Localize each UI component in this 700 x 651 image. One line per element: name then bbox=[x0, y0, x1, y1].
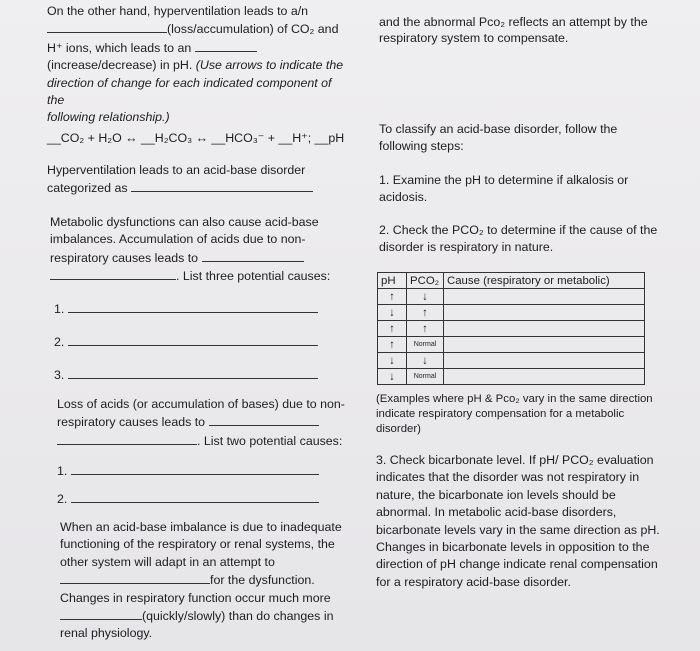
step-2: 2. Check the PCO₂ to determine if the cause of the disorder is respiratory in nature. bbox=[379, 223, 658, 255]
cause-answer-cell[interactable] bbox=[444, 353, 645, 369]
metabolic-paragraph: Metabolic dysfunctions can also cause acid-base imbalances. Accumulation of acids due to non- respiratory causes leads to . List three potential causes: bbox=[50, 215, 331, 284]
ph-pco2-table-grid bbox=[377, 272, 645, 385]
pco2-value-cell: ↑ bbox=[407, 305, 444, 321]
table-row bbox=[378, 305, 645, 321]
answer-blank[interactable] bbox=[202, 249, 304, 262]
cause-answer-cell[interactable] bbox=[444, 369, 645, 385]
para1-line4: (increase/decrease) in pH. (Use arrows to indicate the bbox=[47, 58, 344, 73]
pco2-value-cell: ↑ bbox=[407, 321, 444, 337]
answer-blank[interactable] bbox=[50, 267, 176, 280]
header-ph: pH bbox=[378, 273, 407, 289]
table-row bbox=[378, 321, 645, 337]
cause-answer-cell[interactable] bbox=[444, 289, 645, 305]
cause-item-4: 1. bbox=[57, 462, 332, 480]
cause-item-3: 3. bbox=[54, 366, 329, 384]
ph-arrow-cell: ↑ bbox=[378, 321, 407, 337]
step-1: 1. Examine the pH to determine if alkalosis or acidosis. bbox=[379, 173, 629, 205]
ph-arrow-cell: ↓ bbox=[378, 369, 407, 385]
ph-arrow-cell: ↑ bbox=[378, 337, 407, 353]
imbalance-paragraph: When an acid-base imbalance is due to inadequate functioning of the respiratory or renal systems, the other system will adapt in an attempt to for the dysfunction. Changes in respiratory function occur much more (quickly/slowly) than do changes in renal physiology. bbox=[60, 520, 342, 641]
table-row bbox=[378, 353, 645, 369]
pco2-value-cell: ↓ bbox=[407, 353, 444, 369]
loss-of-acids-paragraph: Loss of acids (or accumulation of bases) due to non- respiratory causes leads to . List two potential causes: bbox=[57, 397, 345, 448]
cause-answer-cell[interactable] bbox=[444, 305, 645, 321]
answer-blank[interactable] bbox=[47, 20, 167, 33]
answer-blank[interactable] bbox=[71, 490, 319, 503]
answer-blank[interactable] bbox=[209, 413, 319, 426]
classify-intro: To classify an acid-base disorder, follow the following steps: bbox=[379, 122, 618, 154]
equation: __CO₂ + H₂O ↔ __H₂CO₃ ↔ __HCO₃⁻ + __H⁺; __pH bbox=[47, 131, 345, 145]
answer-blank[interactable] bbox=[68, 366, 318, 379]
answer-blank[interactable] bbox=[60, 607, 142, 620]
ph-arrow-cell: ↓ bbox=[378, 353, 407, 369]
answer-blank[interactable] bbox=[68, 300, 318, 313]
pco2-value-cell: Normal bbox=[407, 369, 444, 385]
cause-answer-cell[interactable] bbox=[444, 337, 645, 353]
answer-blank[interactable] bbox=[60, 571, 210, 584]
cause-item-2: 2. bbox=[54, 333, 329, 351]
hyperventilation-disorder: Hyperventilation leads to an acid-base disorder categorized as bbox=[47, 162, 347, 198]
hyperventilation-paragraph bbox=[47, 3, 347, 127]
table-header-row bbox=[378, 273, 645, 289]
table-row bbox=[378, 289, 645, 305]
examples-note: (Examples where pH & Pco₂ vary in the same direction indicate respiratory compensation for a metabolic disorder) bbox=[376, 393, 653, 435]
answer-blank[interactable] bbox=[71, 462, 319, 475]
header-pco2: PCO₂ bbox=[407, 273, 444, 289]
cause-answer-cell[interactable] bbox=[444, 321, 645, 337]
para1-line5: direction of change for each indicated component of the bbox=[47, 75, 332, 108]
pco2-value-cell: Normal bbox=[407, 337, 444, 353]
step-3: 3. Check bicarbonate level. If pH/ PCO₂ evaluation indicates that the disorder was not respiratory in nature, the bicarbonate ion levels should be abnormal. In metabolic acid-base disorders, bicarbonate levels vary in the same direction as pH. Changes in bicarbonate levels in opposition to the direction of pH change indicate renal compensation for a respiratory acid-base disorder. bbox=[376, 453, 660, 589]
table-row bbox=[378, 337, 645, 353]
answer-blank[interactable] bbox=[57, 432, 197, 445]
compensation-note: and the abnormal Pco₂ reflects an attempt by the respiratory system to compensate. bbox=[379, 15, 648, 45]
para1-line1: On the other hand, hyperventilation leads to a/n bbox=[47, 4, 309, 18]
pco2-value-cell: ↓ bbox=[407, 289, 444, 305]
ph-arrow-cell: ↓ bbox=[378, 305, 407, 321]
para1-line3: H⁺ ions, which leads to an bbox=[47, 39, 347, 57]
para1-line6: following relationship.) bbox=[47, 110, 170, 125]
cause-item-5: 2. bbox=[57, 490, 332, 508]
header-cause: Cause (respiratory or metabolic) bbox=[444, 273, 645, 289]
ph-arrow-cell: ↑ bbox=[378, 289, 407, 305]
para1-line2: (loss/accumulation) of CO₂ and bbox=[47, 20, 347, 38]
cause-item-1: 1. bbox=[54, 300, 329, 318]
answer-blank[interactable] bbox=[195, 39, 257, 52]
answer-blank[interactable] bbox=[68, 333, 318, 346]
answer-blank[interactable] bbox=[131, 179, 313, 192]
table-row bbox=[378, 369, 645, 385]
ph-pco2-table bbox=[377, 272, 645, 385]
